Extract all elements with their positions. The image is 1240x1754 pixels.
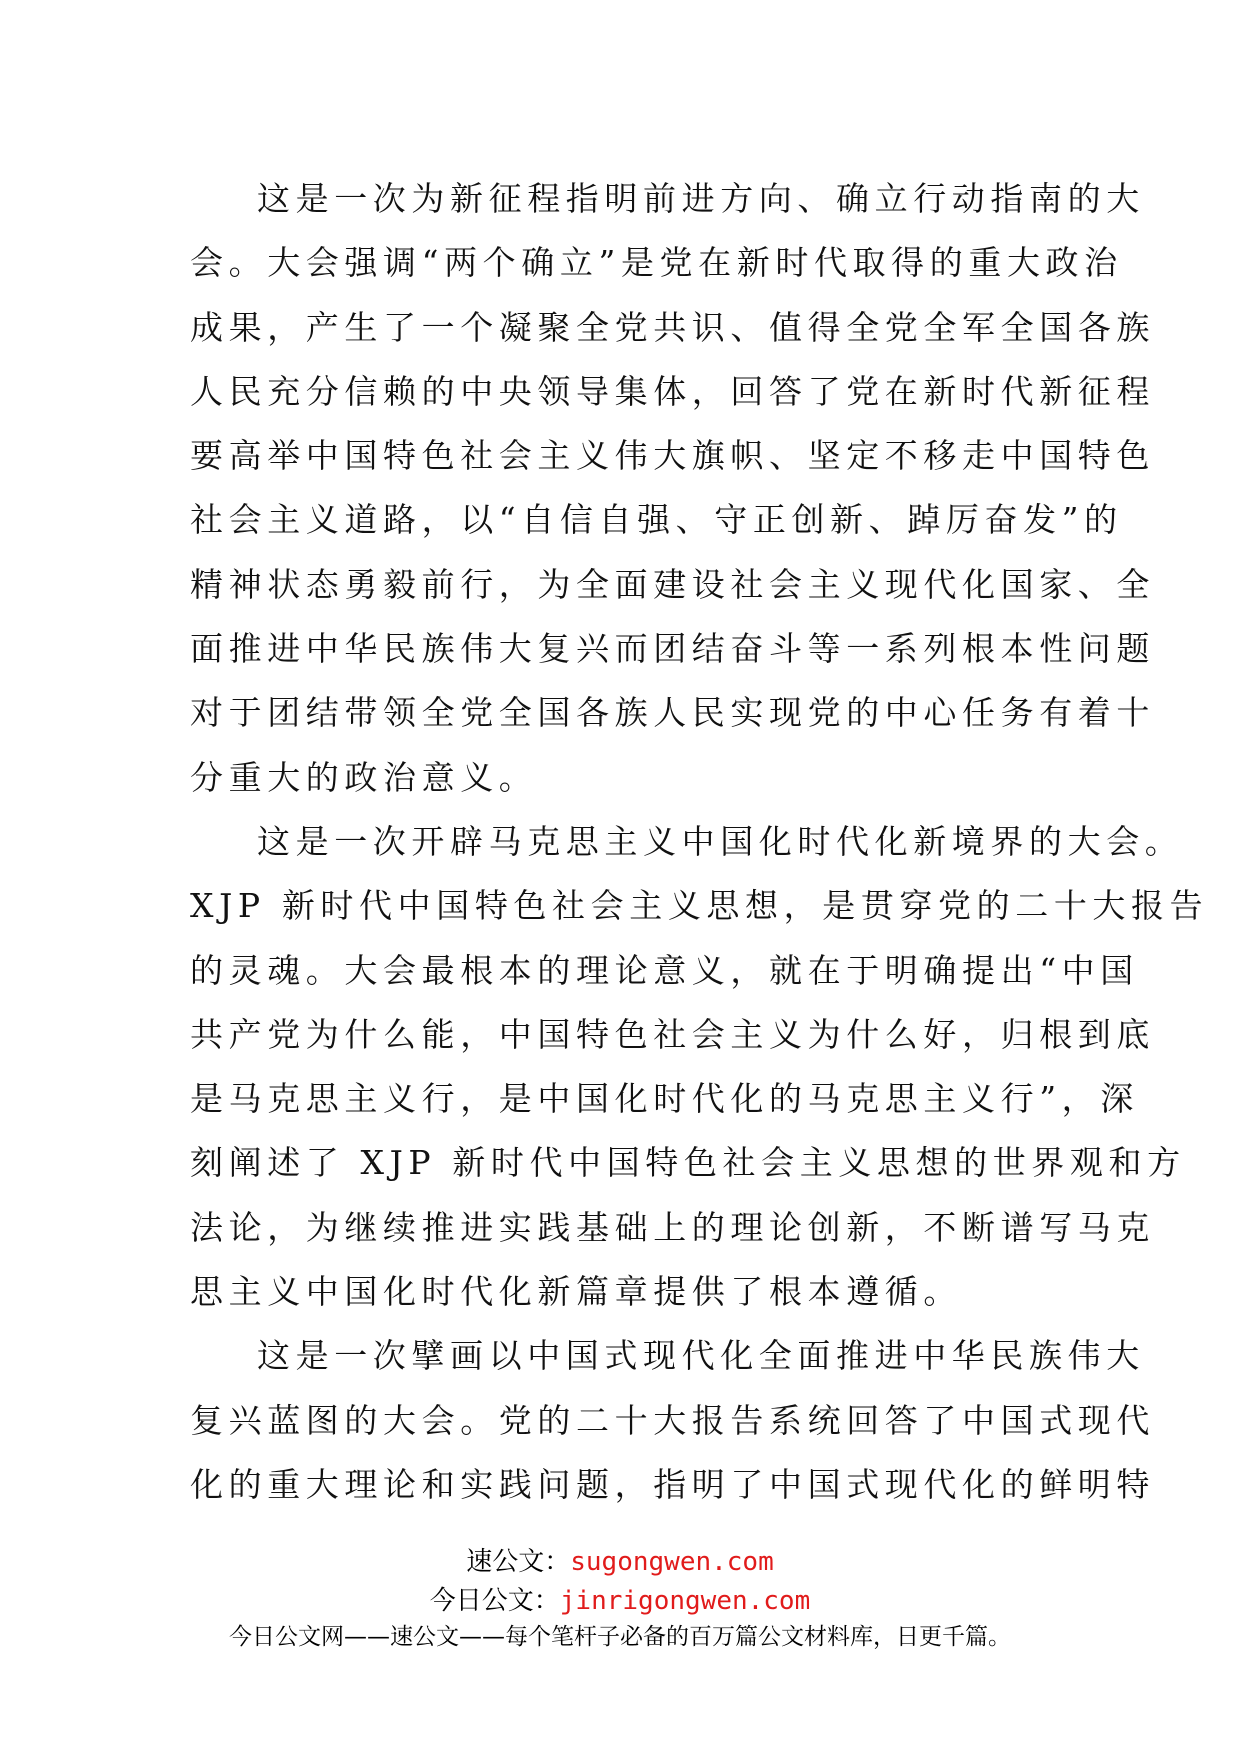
text-line: 对于团结带领全党全国各族人民实现党的中心任务有着十 [190,693,1155,733]
footer-tagline: 今日公文网——速公文——每个笔杆子必备的百万篇公文材料库，日更千篇。 [229,1624,1011,1650]
text-line: 精神状态勇毅前行，为全面建设社会主义现代化国家、全 [190,564,1155,604]
text-line: 社会主义道路，以“自信自强、守正创新、踔厉奋发”的 [190,500,1123,540]
document-body [190,167,1209,1517]
footer-jinrigongwen [0,1580,1240,1617]
text-line: 面推进中华民族伟大复兴而团结奋斗等一系列根本性问题 [190,629,1155,669]
text-line: 复兴蓝图的大会。党的二十大报告系统回答了中国式现代 [190,1400,1155,1440]
text-line: 刻阐述了 XJP 新时代中国特色社会主义思想的世界观和方 [190,1143,1186,1183]
footer-label: 今日公文： [429,1586,560,1616]
paragraph-3 [190,1324,1155,1517]
text-line: 思主义中国化时代化新篇章提供了根本遵循。 [190,1272,962,1312]
sugongwen-link[interactable]: sugongwen.com [570,1547,774,1577]
footer-label: 速公文： [466,1547,571,1577]
text-line: 共产党为什么能，中国特色社会主义为什么好，归根到底 [190,1014,1155,1054]
jinrigongwen-link[interactable]: jinrigongwen.com [559,1586,811,1616]
text-line: 要高举中国特色社会主义伟大旗帜、坚定不移走中国特色 [190,436,1155,476]
text-line: 分重大的政治意义。 [190,757,538,797]
footer-sugongwen [0,1541,1240,1578]
text-line: 会。大会强调“两个确立”是党在新时代取得的重大政治 [190,243,1123,283]
text-line: 的灵魂。大会最根本的理论意义，就在于明确提出“中国 [190,950,1139,990]
text-line: 这是一次擘画以中国式现代化全面推进中华民族伟大 [257,1336,1145,1376]
text-line: 是马克思主义行，是中国化时代化的马克思主义行”，深 [190,1079,1139,1119]
text-line: 成果，产生了一个凝聚全党共识、值得全党全军全国各族 [190,307,1155,347]
text-line: 这是一次为新征程指明前进方向、确立行动指南的大 [257,179,1145,218]
text-line: 这是一次开辟马克思主义中国化时代化新境界的大会。 [257,821,1184,861]
text-line: 法论，为继续推进实践基础上的理论创新，不断谱写马克 [190,1207,1155,1247]
text-line: 人民充分信赖的中央领导集体，回答了党在新时代新征程 [190,371,1155,411]
paragraph-1 [190,167,1155,810]
paragraph-2 [190,810,1209,1324]
text-line: XJP 新时代中国特色社会主义思想，是贯穿党的二十大报告 [190,886,1209,926]
text-line: 化的重大理论和实践问题，指明了中国式现代化的鲜明特 [190,1464,1155,1504]
